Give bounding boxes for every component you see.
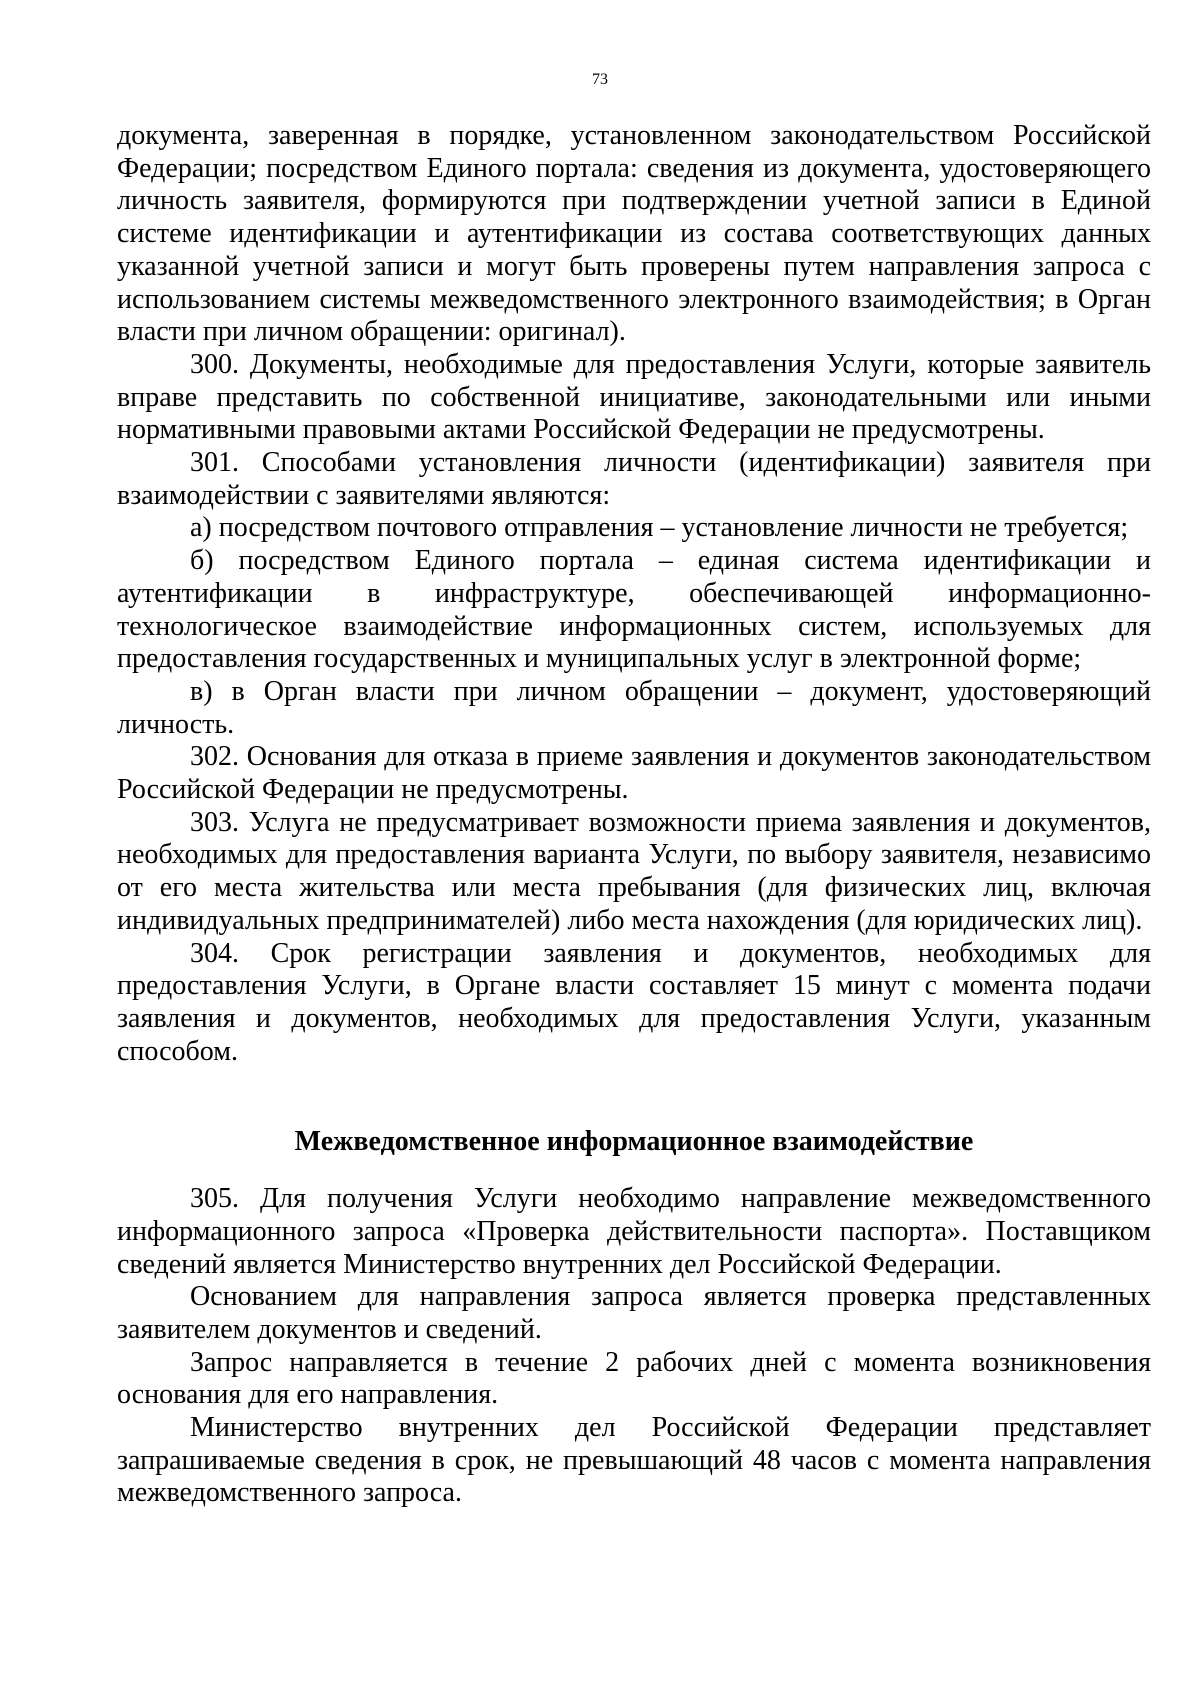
paragraph-305: 305. Для получения Услуги необходимо направление межведомственного информационного запроса «Проверка действительности паспорта». Поставщиком сведений является Министерство внутренних дел Российской Федерации. — [117, 1183, 1151, 1280]
section-heading: Межведомственное информационное взаимодействие — [294, 1126, 974, 1158]
paragraph-305-timing: Запрос направляется в течение 2 рабочих дней с момента возникновения основания для его направления. — [117, 1346, 1151, 1411]
paragraph-document-continuation: документа, заверенная в порядке, установленном законодательством Российской Федерации; посредством Единого портала: сведения из документа, удостоверяющего личность заявителя, формируются при подтверждении учетной записи в Единой системе идентификации и аутентификации из состава соответствующих данных указанной учетной записи и могут быть проверены путем направления запроса с использованием системы межведомственного электронного взаимодействия; в Орган власти при личном обращении: оригинал). — [117, 120, 1151, 348]
page-number: 73 — [592, 71, 608, 88]
paragraph-304: 304. Срок регистрации заявления и документов, необходимых для предоставления Услуги, в Органе власти составляет 15 минут с момента подачи заявления и документов, необходимых для предоставления Услуги, указанным способом. — [117, 937, 1151, 1067]
paragraph-300: 300. Документы, необходимые для предоставления Услуги, которые заявитель вправе представить по собственной инициативе, законодательными или иными нормативными правовыми актами Российской Федерации не предусмотрены. — [117, 348, 1151, 446]
document-body — [117, 120, 1151, 1510]
paragraph-301: 301. Способами установления личности (идентификации) заявителя при взаимодействии с заявителями являются: — [117, 447, 1151, 511]
paragraph-302: 302. Основания для отказа в приеме заявления и документов законодательством Российской Федерации не предусмотрены. — [117, 741, 1151, 806]
paragraph-305-response: Министерство внутренних дел Российской Федерации представляет запрашиваемые сведения в срок, не превышающий 48 часов с момента направления межведомственного запроса. — [117, 1412, 1151, 1509]
paragraph-301-v: в) в Орган власти при личном обращении – документ, удостоверяющий личность. — [117, 675, 1151, 740]
paragraph-301-b: б) посредством Единого портала – единая система идентификации и аутентификации в инфраструктуре, обеспечивающей информационно-технологическое взаимодействие информационных систем, используемых для предоставления государственных и муниципальных услуг в электронной форме; — [117, 545, 1151, 675]
paragraph-303: 303. Услуга не предусматривает возможности приема заявления и документов, необходимых для предоставления варианта Услуги, по выбору заявителя, независимо от его места жительства или места пребывания (для физических лиц, включая индивидуальных предпринимателей) либо места нахождения (для юридических лиц). — [117, 806, 1151, 936]
paragraph-305-basis: Основанием для направления запроса является проверка представленных заявителем документов и сведений. — [117, 1281, 1151, 1345]
paragraph-301-a: а) посредством почтового отправления – установление личности не требуется; — [190, 512, 1129, 544]
